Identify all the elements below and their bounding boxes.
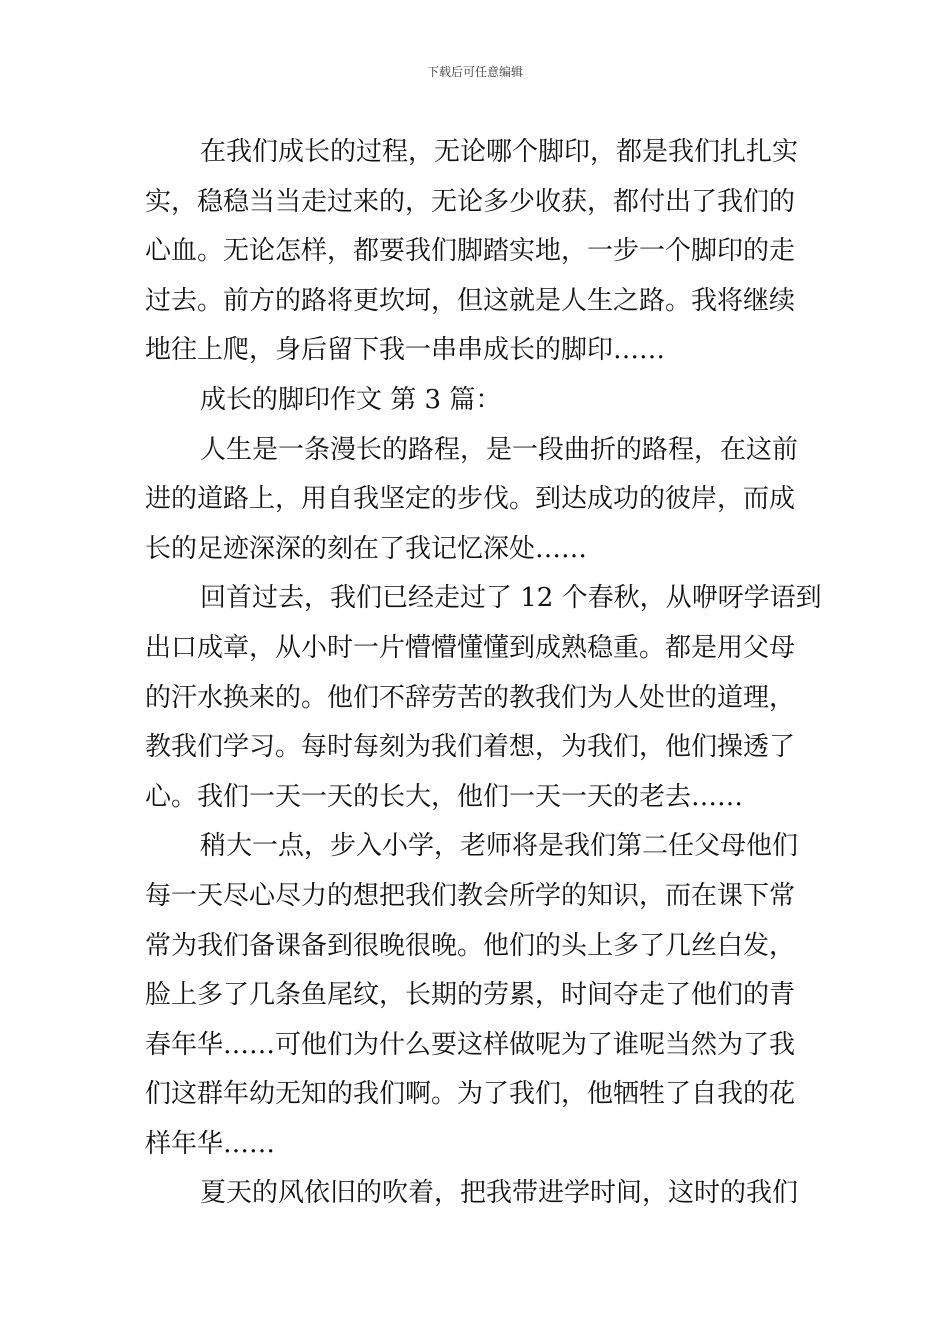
text-line: 地往上爬，身后留下我一串串成长的脚印……: [145, 335, 666, 366]
text-line: 心。我们一天一天的长大，他们一天一天的老去……: [145, 781, 744, 812]
text-line: 的汗水换来的。他们不辞劳苦的教我们为人处世的道理，: [145, 682, 796, 713]
text-line: 成长的脚印作文 第 3 篇：: [200, 384, 502, 415]
text-line: 们这群年幼无知的我们啊。为了我们，他牺牲了自我的花: [145, 1079, 796, 1110]
text-line: 在我们成长的过程，无论哪个脚印，都是我们扎扎实: [200, 137, 799, 167]
text-line: 回首过去，我们已经走过了 12 个春秋，从咿呀学语到: [200, 583, 822, 614]
text-line: 出口成章，从小时一片懵懵懂懂到成熟稳重。都是用父母: [145, 632, 796, 663]
text-line: 样年华……: [145, 1128, 276, 1159]
text-line: 长的足迹深深的刻在了我记忆深处……: [145, 533, 588, 564]
paragraph: [145, 822, 807, 1169]
text-line: 春年华……可他们为什么要这样做呢为了谁呢当然为了我: [145, 1029, 796, 1060]
text-line: 过去。前方的路将更坎坷，但这就是人生之路。我将继续: [145, 285, 796, 316]
paragraph: [145, 574, 822, 822]
text-line: 脸上多了几条鱼尾纹，长期的劳累，时间夺走了他们的青: [145, 980, 796, 1011]
paragraph: [145, 1169, 807, 1219]
text-line: 实，稳稳当当走过来的，无论多少收获，都付出了我们的: [145, 186, 796, 217]
text-line: 教我们学习。每时每刻为我们着想，为我们，他们操透了: [145, 732, 796, 763]
page-header: 下载后可任意编辑: [426, 65, 523, 79]
paragraph: [145, 426, 807, 575]
article-body: [145, 128, 822, 1219]
text-line: 每一天尽心尽力的想把我们教会所学的知识，而在课下常: [145, 880, 796, 911]
text-line: 夏天的风依旧的吹着，把我带进学时间，这时的我们: [200, 1178, 799, 1209]
text-line: 进的道路上，用自我坚定的步伐。到达成功的彼岸，而成: [145, 484, 796, 515]
text-line: 人生是一条漫长的路程，是一段曲折的路程，在这前: [200, 434, 799, 465]
section-heading: [145, 376, 807, 426]
text-line: 稍大一点，步入小学，老师将是我们第二任父母他们: [200, 831, 799, 862]
text-line: 常为我们备课备到很晚很晚。他们的头上多了几丝白发，: [145, 930, 796, 961]
text-line: 心血。无论怎样，都要我们脚踏实地，一步一个脚印的走: [145, 236, 796, 267]
paragraph: [145, 128, 807, 376]
